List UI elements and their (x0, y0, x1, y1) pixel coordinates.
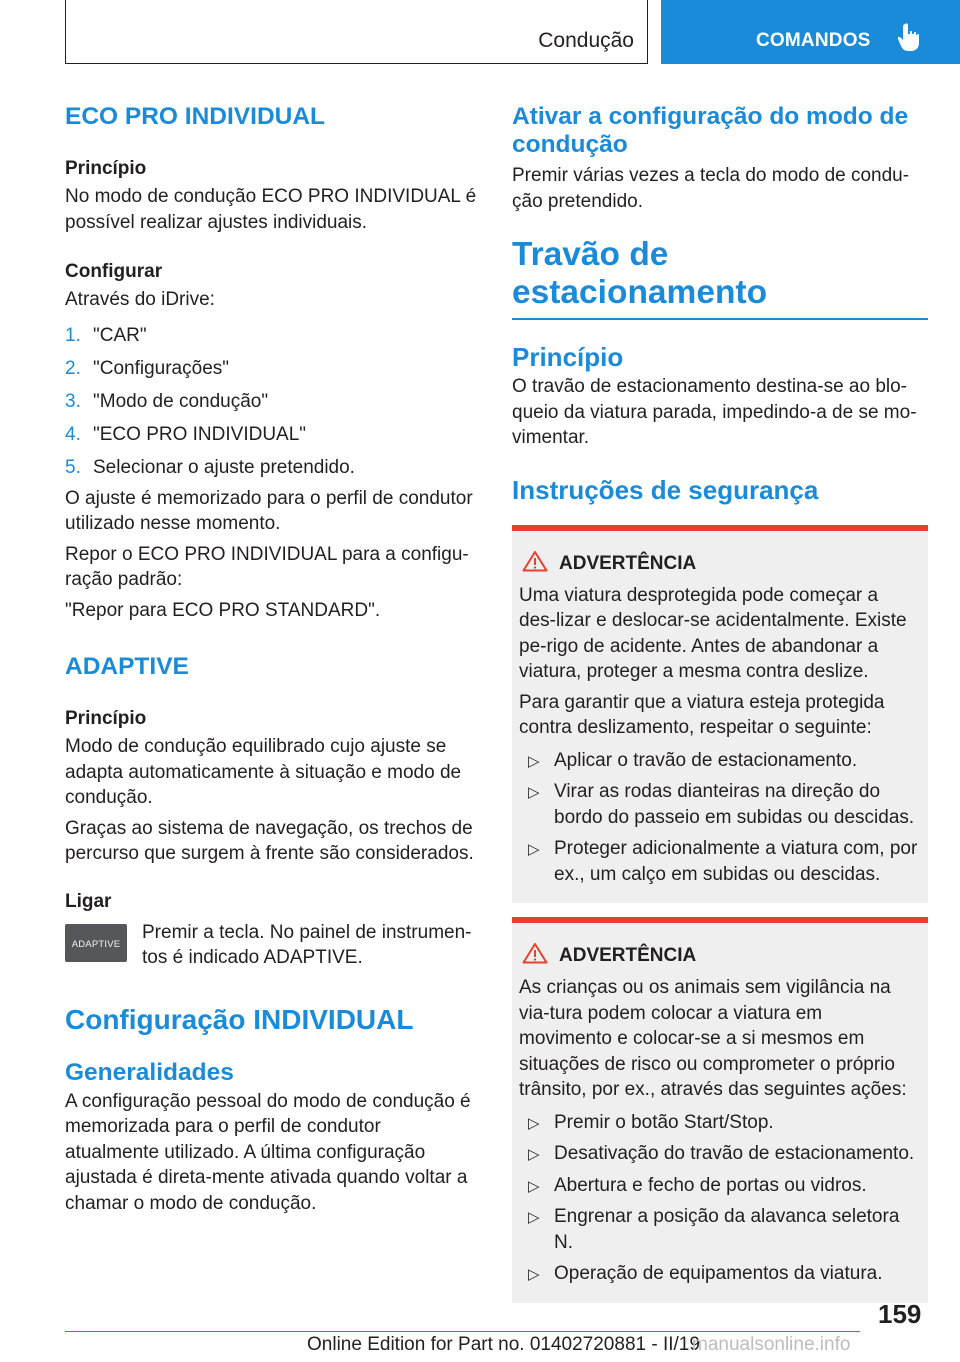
hand-pointer-icon (897, 22, 921, 52)
eco-principle-text: No modo de condução ECO PRO INDIVIDUAL é possível realizar ajustes individuais. (65, 186, 477, 233)
brake-principle-heading: Princípio (512, 342, 624, 372)
activate-text: Premir várias vezes a tecla do modo de condu-ção pretendido. (512, 165, 910, 212)
configure-label: Configurar (65, 261, 163, 282)
activate-heading: Ativar a configuração do modo de condução (512, 103, 909, 158)
warning-box (512, 525, 928, 904)
memorized-text: O ajuste é memorizado para o perfil de condutor utilizado nesse momento. (65, 487, 473, 534)
step-item: 5. Selecionar o ajuste pretendido. (65, 456, 355, 478)
step-item: 2. "Configurações" (65, 357, 230, 379)
warning-paragraph: Para garantir que a viatura esteja protegida contra deslizamento, respeitar o seguinte: (519, 691, 885, 738)
warning-title: ADVERTÊNCIA (519, 551, 920, 577)
adaptive-navigation-text: Graças ao sistema de navegação, os trechos de percurso que surgem à frente são considerados. (65, 817, 474, 864)
step-item: 1. "CAR" (65, 324, 147, 346)
safety-heading: Instruções de segurança (512, 474, 819, 505)
parking-brake-heading: Travão de estacionamento (512, 236, 928, 320)
ligar-row (65, 920, 480, 971)
ligar-text: Premir a tecla. No painel de instrumen-tos é indicado ADAPTIVE. (142, 921, 472, 968)
eco-principle-label: Princípio (65, 158, 147, 179)
header-tab[interactable] (661, 0, 960, 64)
footer-watermark: manualsonline.info (692, 1334, 851, 1355)
general-heading: Generalidades (65, 1058, 234, 1086)
configure-intro: Através do iDrive: (65, 289, 215, 310)
warning-list-item: ▷ Proteger adicionalmente a viatura com, por ex., um calço em subidas ou descidas. (528, 838, 918, 885)
warning-list (519, 1110, 920, 1287)
warning-triangle-icon (522, 550, 548, 572)
step-item: 3. "Modo de condução" (65, 390, 269, 412)
adaptive-principle-text: Modo de condução equilibrado cujo ajuste se adapta automaticamente à situação e modo de condução. (65, 736, 462, 808)
warning-paragraph: As crianças ou os animais sem vigilância na via-tura podem colocar a viatura em movimento e colocar-se a si mesmos em situações de risco ou comprometer o próprio trânsito, por ex., através das seguintes ações: (519, 977, 907, 1100)
footer-edition: Online Edition for Part no. 01402720881 - II/19 (307, 1334, 700, 1355)
header-tab-label: COMANDOS (756, 30, 871, 51)
warning-list-item: ▷ Aplicar o travão de estacionamento. (528, 749, 858, 771)
warning-list-item: ▷ Premir o botão Start/Stop. (528, 1111, 774, 1133)
reset-action-text: "Repor para ECO PRO STANDARD". (65, 599, 381, 621)
right-column (512, 100, 928, 1303)
warning-list (519, 748, 920, 888)
warning-paragraph: Uma viatura desprotegida pode começar a des-lizar e deslocar-se acidentalmente. Existe pe-rigo de acidente. Antes de abandonar a viatura, proteger a mesma contra deslize. (519, 584, 907, 682)
page-number: 159 (878, 1299, 922, 1329)
adaptive-heading: ADAPTIVE (65, 653, 189, 680)
warning-list-item: ▷ Virar as rodas dianteiras na direção do bordo do passeio em subidas ou descidas. (528, 781, 915, 828)
individual-config-heading: Configuração INDIVIDUAL (65, 1003, 414, 1035)
configure-steps (65, 323, 480, 481)
general-text: A configuração pessoal do modo de condução é memorizada para o perfil de condutor atualmente utilizado. A última configuração ajustada é direta-mente ativada quando voltar a chamar o modo de condução. (65, 1090, 471, 1214)
eco-pro-individual-heading: ECO PRO INDIVIDUAL (65, 103, 325, 130)
header-section-title: Condução (538, 29, 634, 52)
warning-list-item: ▷ Desativação do travão de estacionamento. (528, 1143, 915, 1164)
footer-rule (65, 1331, 860, 1332)
ligar-label: Ligar (65, 890, 112, 912)
warning-triangle-icon (522, 942, 548, 964)
warning-box (512, 917, 928, 1303)
header-section-box (65, 0, 648, 64)
warning-list-item: ▷ Abertura e fecho de portas ou vidros. (528, 1174, 867, 1196)
adaptive-button-image: ADAPTIVE (65, 924, 127, 962)
warning-list-item: ▷ Engrenar a posição da alavanca seletora N. (528, 1206, 900, 1253)
adaptive-principle-label: Princípio (65, 708, 147, 729)
step-item: 4. "ECO PRO INDIVIDUAL" (65, 423, 307, 445)
left-column (65, 100, 480, 1216)
reset-text: Repor o ECO PRO INDIVIDUAL para a configu-ração padrão: (65, 543, 469, 590)
brake-principle-text: O travão de estacionamento destina-se ao blo-queio da viatura parada, impedindo-a de se mo-vimentar. (512, 376, 917, 448)
warning-title: ADVERTÊNCIA (519, 943, 920, 969)
warning-list-item: ▷ Operação de equipamentos da viatura. (528, 1263, 883, 1284)
